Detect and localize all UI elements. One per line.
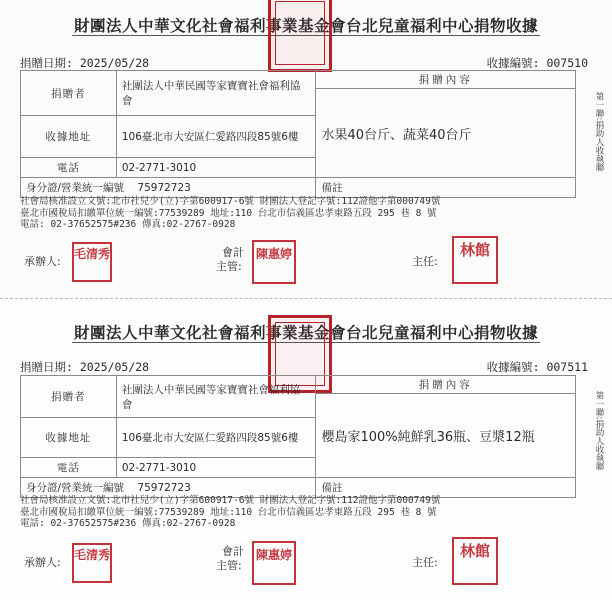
handler-stamp: 毛清秀 — [72, 543, 112, 583]
receipt-2 — [0, 298, 612, 600]
accounting-label: 會計 主管: — [216, 545, 244, 572]
receipt-title: 財團法人中華文化社會福利事業基金會台北兒童福利中心捐物收據 — [73, 16, 538, 35]
donation-table — [20, 70, 576, 198]
accounting-stamp: 陳惠婷 — [252, 541, 296, 585]
accounting-stamp: 陳惠婷 — [252, 240, 296, 284]
donor-label: 捐贈者 — [21, 71, 117, 116]
receipt-1 — [0, 0, 612, 298]
address-value: 106臺北市大安區仁愛路四段85號6樓 — [116, 418, 316, 458]
handler-label: 承辦人: — [24, 255, 61, 268]
receipt-number: 收據編號: 007510 — [486, 56, 588, 70]
phone-value: 02-2771-3010 — [116, 158, 316, 178]
accounting-label: 會計 主管: — [216, 246, 244, 273]
supervisor-label: 主任: — [412, 255, 438, 268]
handler-label: 承辦人: — [24, 556, 61, 569]
donation-date: 捐贈日期: 2025/05/28 — [20, 360, 150, 374]
legal-footer: 社會局核准設立文號:北市社兒少(立)字第600917-6號 財團法人登記字號:112證他字第000749號 臺北市國稅局扣繳單位統一編號:77539289 地址:110 台北市信義區忠孝東路五段 295 巷 8 號 電話: 02-37652575#236 傳真:02-2767-0928 — [20, 196, 441, 230]
supervisor-label: 主任: — [412, 556, 438, 569]
supervisor-stamp: 林館 — [452, 537, 498, 585]
address-value: 106臺北市大安區仁愛路四段85號6樓 — [116, 116, 316, 158]
copy-note: 第一聯:捐助人收執聯 — [594, 391, 604, 471]
id-row: 身分證/營業統一編號 75972723 — [21, 178, 316, 198]
phone-value: 02-2771-3010 — [116, 458, 316, 478]
address-label: 收據地址 — [21, 116, 117, 158]
handler-stamp: 毛清秀 — [72, 242, 112, 282]
address-label: 收據地址 — [21, 418, 117, 458]
donation-content: 櫻島家100%純鮮乳36瓶、豆漿12瓶 — [316, 394, 576, 478]
supervisor-stamp: 林館 — [452, 236, 498, 284]
phone-label: 電話 — [21, 158, 117, 178]
remark-cell: 備註 — [316, 178, 576, 198]
donor-value: 社團法人中華民國等家寶寶社會福利協會 — [116, 71, 316, 116]
copy-note: 第一聯:捐助人收執聯 — [594, 92, 604, 172]
donor-value: 社團法人中華民國等家寶寶社會福利協會 — [116, 376, 316, 418]
receipt-title: 財團法人中華文化社會福利事業基金會台北兒童福利中心捐物收據 — [73, 323, 538, 342]
phone-label: 電話 — [21, 458, 117, 478]
donation-content: 水果40台斤、蔬菜40台斤 — [316, 89, 576, 178]
receipt-number: 收據編號: 007511 — [486, 360, 588, 374]
donation-date: 捐贈日期: 2025/05/28 — [20, 56, 150, 70]
content-header: 捐贈內容 — [316, 376, 576, 394]
foundation-seal — [268, 0, 332, 72]
donor-label: 捐贈者 — [21, 376, 117, 418]
content-header: 捐贈內容 — [316, 71, 576, 89]
legal-footer: 社會局核准設立文號:北市社兒少(立)字第600917-6號 財團法人登記字號:112證他字第000749號 臺北市國稅局扣繳單位統一編號:77539289 地址:110 台北市信義區忠孝東路五段 295 巷 8 號 電話: 02-37652575#236 傳真:02-2767-0928 — [20, 495, 441, 529]
remark-cell: 備註 — [316, 478, 576, 498]
id-row: 身分證/營業統一編號 75972723 — [21, 478, 316, 498]
donation-table — [20, 375, 576, 498]
